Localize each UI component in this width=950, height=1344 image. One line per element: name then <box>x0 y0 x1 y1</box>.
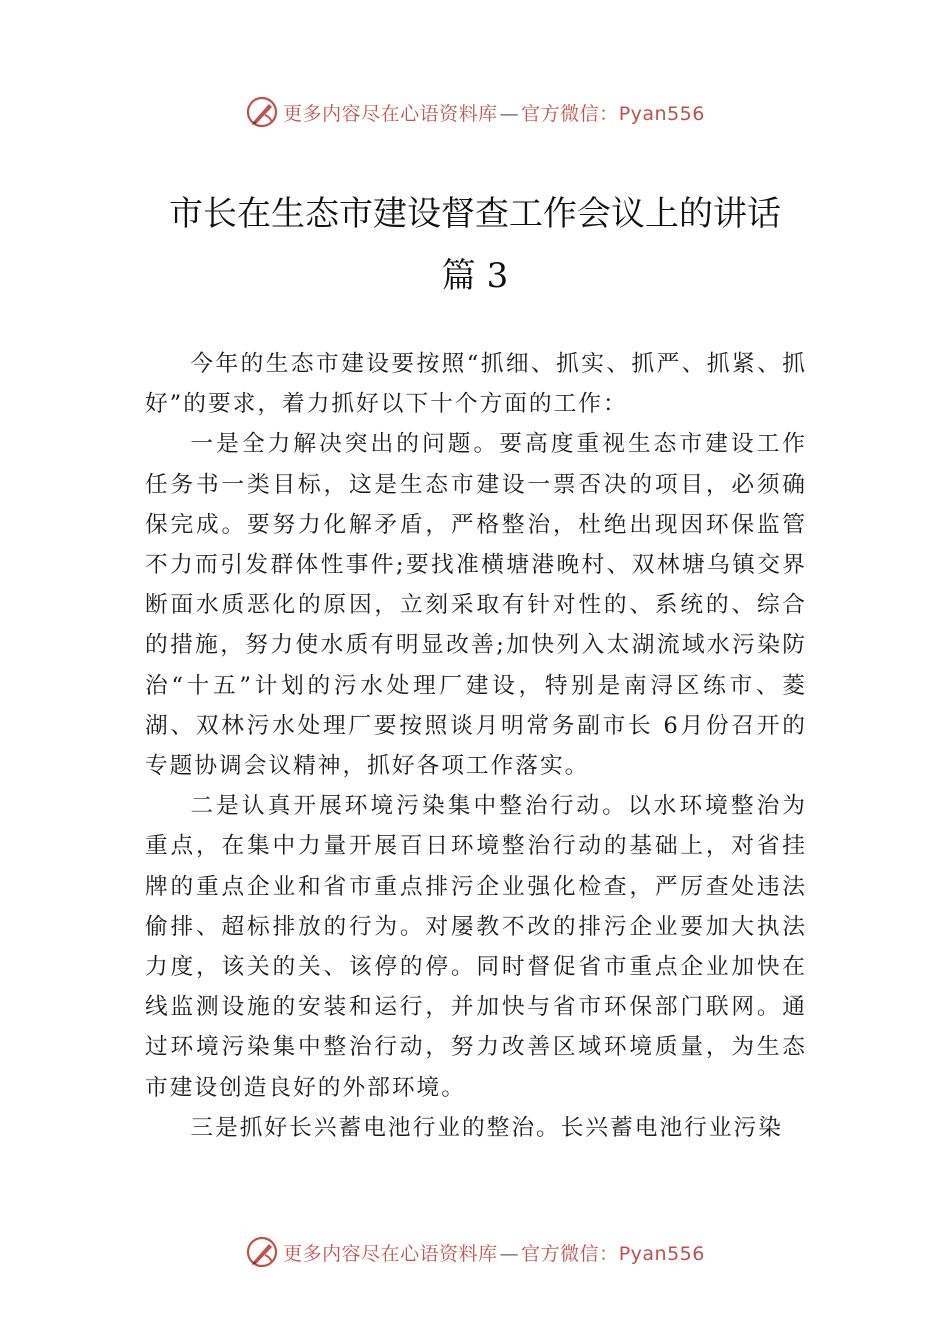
footer-watermark <box>0 1232 950 1272</box>
paragraph: 三是抓好长兴蓄电池行业的整治。长兴蓄电池行业污染 <box>190 1114 783 1141</box>
document-subtitle: 篇 3 <box>441 256 509 296</box>
watermark-id: Pyan556 <box>618 102 705 125</box>
watermark-id: Pyan556 <box>618 1242 705 1265</box>
paragraph: 今年的生态市建设要按照“抓细、抓实、抓严、抓紧、抓好”的要求，着力抓好以下十个方面的工作： <box>145 351 807 418</box>
watermark-separator: — <box>499 102 520 125</box>
document-title: 市长在生态市建设督查工作会议上的讲话 <box>169 194 781 234</box>
header-watermark <box>0 92 950 132</box>
watermark-separator: — <box>499 1242 520 1265</box>
watermark-brand: 更多内容尽在心语资料库 <box>283 1242 498 1265</box>
watermark-text <box>283 99 705 126</box>
watermark-label: 官方微信： <box>521 102 619 125</box>
watermark-brand: 更多内容尽在心语资料库 <box>283 102 498 125</box>
watermark-text <box>283 1239 705 1266</box>
pen-logo-icon <box>245 95 279 129</box>
watermark-label: 官方微信： <box>521 1242 619 1265</box>
paragraph: 一是全力解决突出的问题。要高度重视生态市建设工作任务书一类目标，这是生态市建设一票否决的项目，必须确保完成。要努力化解矛盾，严格整治，杜绝出现因环保监管不力而引发群体性事件;要找准横塘港晚村、双林塘乌镇交界断面水质恶化的原因，立刻采取有针对性的、系统的、综合的措施，努力使水质有明显改善;加快列入太湖流域水污染防治“十五”计划的污水处理厂建设，特别是南浔区练市、菱湖、双林污水处理厂要按照谈月明常务副市长 6月份召开的专题协调会议精神，抓好各项工作落实。 <box>145 431 807 780</box>
pen-logo-icon <box>245 1235 279 1269</box>
document-body <box>145 344 807 1148</box>
paragraph: 二是认真开展环境污染集中整治行动。以水环境整治为重点，在集中力量开展百日环境整治行动的基础上，对省挂牌的重点企业和省市重点排污企业强化检查，严厉查处违法偷排、超标排放的行为。对屡教不改的排污企业要加大执法力度，该关的关、该停的停。同时督促省市重点企业加快在线监测设施的安装和运行，并加快与省市环保部门联网。通过环境污染集中整治行动，努力改善区域环境质量，为生态市建设创造良好的外部环境。 <box>145 793 807 1101</box>
